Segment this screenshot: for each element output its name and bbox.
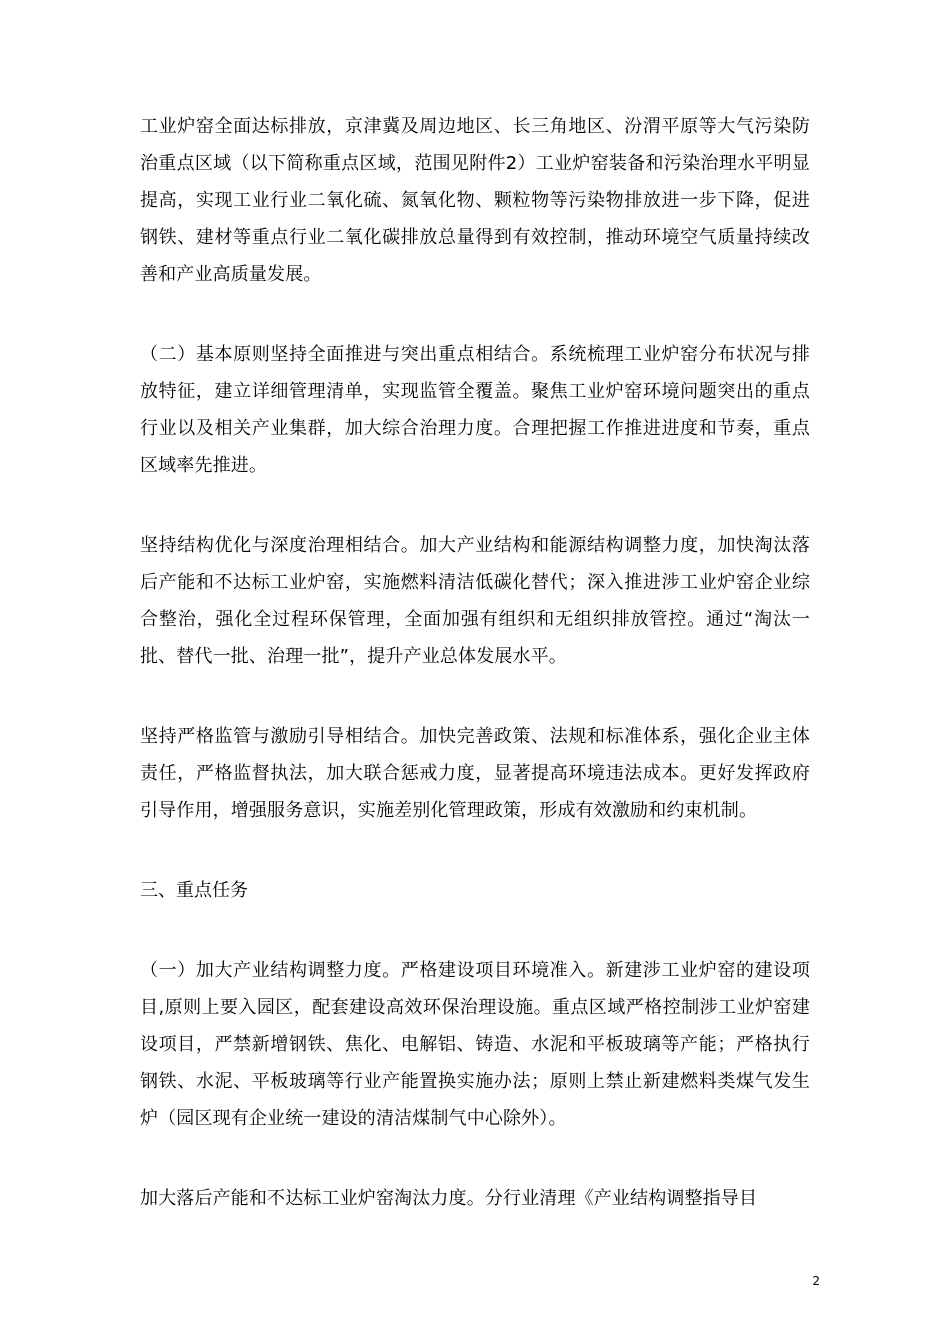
page-number: 2 bbox=[812, 1274, 820, 1288]
section-heading-key-tasks: 三、重点任务 bbox=[140, 880, 248, 901]
document-body bbox=[140, 108, 810, 1260]
paragraph-structure-optimization: 坚持结构优化与深度治理相结合。加大产业结构和能源结构调整力度，加快淘汰落后产能和不达标工业炉窑，实施燃料清洁低碳化替代；深入推进涉工业炉窑企业综合整治，强化全过程环保管理，全面加强有组织和无组织排放管控。通过“淘汰一批、替代一批、治理一批”，提升产业总体发展水平。 bbox=[140, 535, 810, 667]
paragraph-eliminate-backward-capacity: 加大落后产能和不达标工业炉窑淘汰力度。分行业清理《产业结构调整指导目 bbox=[140, 1188, 758, 1209]
paragraph-goals: 工业炉窑全面达标排放，京津冀及周边地区、长三角地区、汾渭平原等大气污染防治重点区域（以下简称重点区域，范围见附件2）工业炉窑装备和污染治理水平明显提高，实现工业行业二氧化硫、氮氧化物、颗粒物等污染物排放进一步下降，促进钢铁、建材等重点行业二氧化碳排放总量得到有效控制，推动环境空气质量持续改善和产业高质量发展。 bbox=[140, 116, 810, 285]
paragraph-basic-principles: （二）基本原则坚持全面推进与突出重点相结合。系统梳理工业炉窑分布状况与排放特征，建立详细管理清单，实现监管全覆盖。聚焦工业炉窑环境问题突出的重点行业以及相关产业集群，加大综合治理力度。合理把握工作推进进度和节奏，重点区域率先推进。 bbox=[140, 344, 810, 476]
paragraph-industrial-structure: （一）加大产业结构调整力度。严格建设项目环境准入。新建涉工业炉窑的建设项目,原则上要入园区，配套建设高效环保治理设施。重点区域严格控制涉工业炉窑建设项目，严禁新增钢铁、焦化、电解铝、铸造、水泥和平板玻璃等产能；严格执行钢铁、水泥、平板玻璃等行业产能置换实施办法；原则上禁止新建燃料类煤气发生炉（园区现有企业统一建设的清洁煤制气中心除外）。 bbox=[140, 960, 810, 1129]
paragraph-strict-supervision: 坚持严格监管与激励引导相结合。加快完善政策、法规和标准体系，强化企业主体责任，严格监督执法，加大联合惩戒力度，显著提高环境违法成本。更好发挥政府引导作用，增强服务意识，实施差别化管理政策，形成有效激励和约束机制。 bbox=[140, 726, 810, 821]
